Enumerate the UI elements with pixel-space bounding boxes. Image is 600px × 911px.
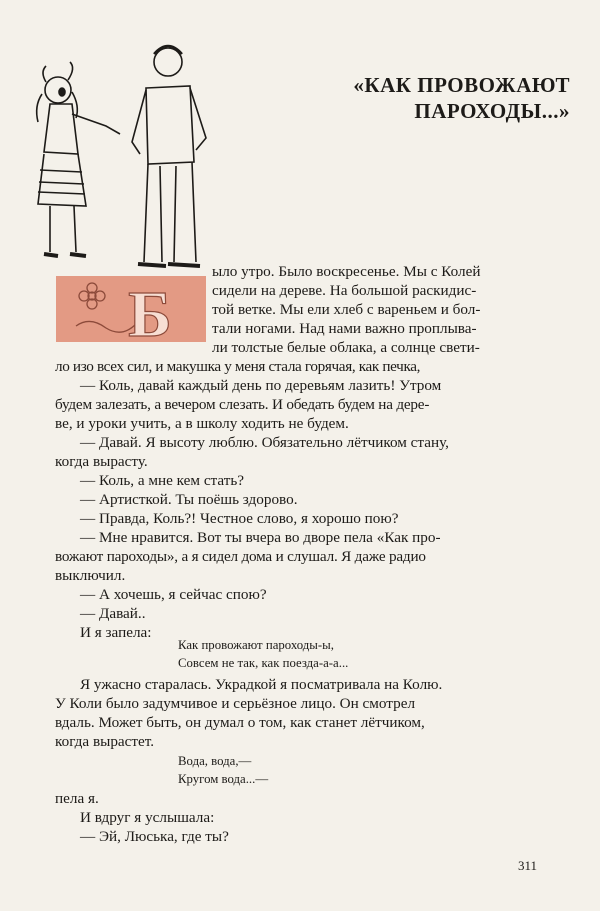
text-line: когда вырастет. — [55, 733, 155, 750]
text-line: ыло утро. Было воскресенье. Мы с Колей — [212, 263, 481, 280]
text-line: будем залезать, а вечером слезать. И обедать будем на дере- — [55, 396, 430, 413]
text-line: — Эй, Люська, где ты? — [80, 828, 229, 845]
verse-line: Как провожают пароходы-ы, — [178, 638, 334, 652]
text-line: пела я. — [55, 790, 99, 807]
text-line: — Мне нравится. Вот ты вчера во дворе пела «Как про- — [80, 529, 441, 546]
text-line: ли толстые белые облака, а солнце свети- — [212, 339, 480, 356]
text-line: ве, и уроки учить, а в школу ходить не будем. — [55, 415, 349, 432]
girl-figure — [37, 62, 120, 256]
text-line: — Давай. Я высоту люблю. Обязательно лётчиком стану, — [80, 434, 449, 451]
dropcap-ornament — [56, 276, 206, 342]
verse-line: Вода, вода,— — [178, 754, 252, 768]
text-line: сидели на дереве. На большой раскидис- — [212, 282, 477, 299]
verse-line: Совсем не так, как поезда-а-а... — [178, 656, 349, 670]
text-line: — Коль, давай каждый день по деревьям лазить! Утром — [80, 377, 442, 394]
verse-line: Кругом вода...— — [178, 772, 269, 786]
text-line: вожают пароходы», а я сидел дома и слушал. Я даже радио — [55, 548, 426, 565]
dropcap-letter: Б — [128, 278, 172, 342]
text-line: — Коль, а мне кем стать? — [80, 472, 245, 489]
children-illustration — [28, 42, 220, 274]
text-line: И вдруг я услышала: — [80, 809, 215, 826]
text-line: Я ужасно старалась. Украдкой я посматривала на Колю. — [80, 676, 443, 693]
page-number: 311 — [518, 858, 538, 873]
text-line: ло изо всех сил, и макушка у меня стала горячая, как печка, — [55, 358, 421, 375]
boy-figure — [132, 46, 206, 266]
text-line: тали ногами. Над нами важно проплыва- — [212, 320, 477, 337]
text-line: той ветке. Мы ели хлеб с вареньем и бол- — [212, 301, 481, 318]
text-line: — А хочешь, я сейчас спою? — [80, 586, 267, 603]
text-line: вдаль. Может быть, он думал о том, как станет лётчиком, — [55, 714, 425, 731]
chapter-title: «КАК ПРОВОЖАЮТ ПАРОХОДЫ...» — [353, 73, 570, 123]
text-line: У Коли было задумчивое и серьёзное лицо. Он смотрел — [55, 695, 416, 712]
text-line: когда вырасту. — [55, 453, 148, 470]
text-line: — Артисткой. Ты поёшь здорово. — [80, 491, 298, 508]
text-line: выключил. — [55, 567, 126, 584]
text-line: И я запела: — [80, 624, 152, 641]
text-line: — Давай.. — [80, 605, 146, 622]
text-line: — Правда, Коль?! Честное слово, я хорошо пою? — [80, 510, 399, 527]
